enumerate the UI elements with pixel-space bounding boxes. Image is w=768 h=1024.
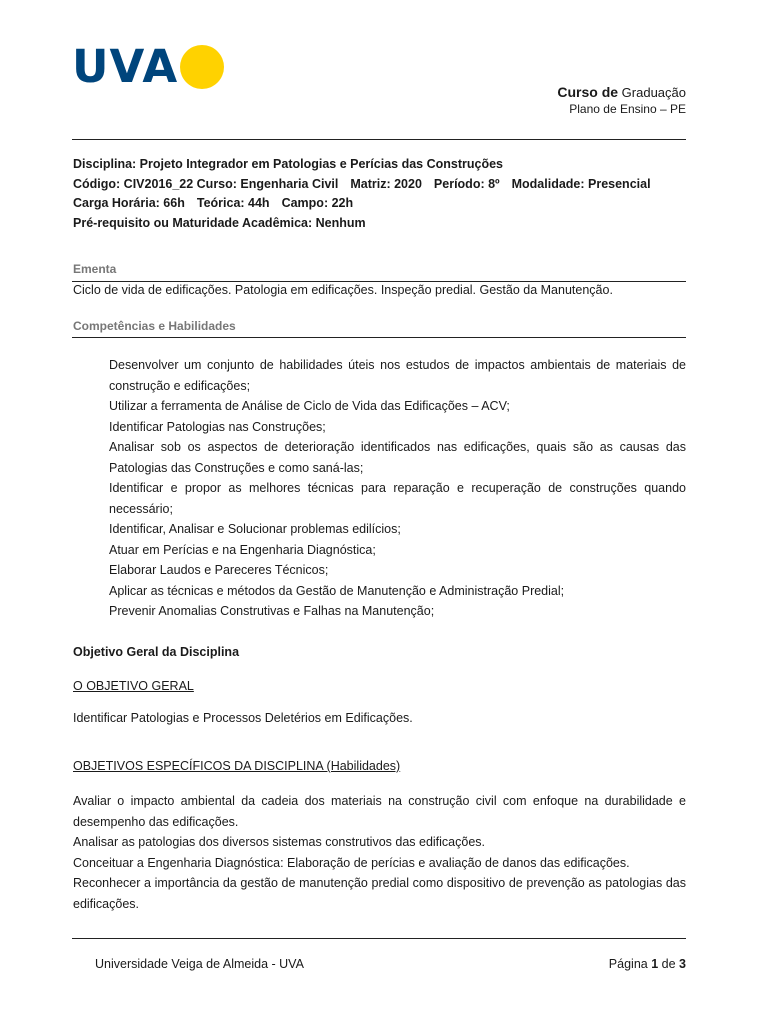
- list-item: Analisar sob os aspectos de deterioração identificados nas edificações, quais são as causas das Patologias das Construções e como saná-las;: [109, 440, 686, 475]
- ementa-text: Ciclo de vida de edificações. Patologia em edificações. Inspeção predial. Gestão da Manutenção.: [73, 283, 613, 297]
- list-item: Atuar em Perícias e na Engenharia Diagnóstica;: [109, 542, 376, 557]
- list-item: Prevenir Anomalias Construtivas e Falhas na Manutenção;: [109, 604, 435, 618]
- course-title-rest: Graduação: [621, 85, 686, 100]
- header-divider: [72, 139, 686, 140]
- matrix: Matriz: 2020: [350, 176, 422, 191]
- workload-field: Campo: 22h: [281, 196, 354, 210]
- list-item: Elaborar Laudos e Pareceres Técnicos;: [109, 563, 329, 577]
- code-line: [73, 175, 687, 195]
- footer-divider: [72, 938, 686, 939]
- list-item: Reconhecer a importância da gestão de manutenção predial como dispositivo de prevenção as patologias das edificações.: [73, 876, 686, 911]
- list-item: Identificar Patologias nas Construções;: [109, 419, 326, 434]
- list-item: Identificar e propor as melhores técnicas para reparação e recuperação de construções quando necessário;: [109, 481, 686, 516]
- uva-logo: [72, 40, 224, 93]
- workload-line: [73, 194, 687, 214]
- list-item: Desenvolver um conjunto de habilidades úteis nos estudos de impactos ambientais de materiais de construção e edificações;: [109, 358, 686, 393]
- competencias-title: Competências e Habilidades: [73, 319, 236, 333]
- logo-text: UVA: [72, 40, 179, 93]
- of-label: de: [661, 957, 676, 971]
- competencias-list: [109, 355, 686, 622]
- course-subtitle: Plano de Ensino – PE: [569, 102, 686, 116]
- course-header: [557, 84, 686, 116]
- page-label: Página: [608, 957, 648, 971]
- objetivo-subtitle: O OBJETIVO GERAL: [73, 679, 194, 693]
- list-item: Identificar, Analisar e Solucionar problemas edilícios;: [109, 522, 401, 536]
- workload-total: Carga Horária: 66h: [73, 196, 185, 210]
- especificos-list: [73, 791, 686, 914]
- competencias-divider: [72, 337, 686, 338]
- objetivo-title: Objetivo Geral da Disciplina: [73, 645, 240, 659]
- discipline-line: Disciplina: Projeto Integrador em Patologias e Perícias das Construções: [73, 157, 503, 171]
- list-item: Avaliar o impacto ambiental da cadeia dos materiais na construção civil com enfoque na durabilidade e desempenho das edificações.: [73, 794, 686, 829]
- objetivo-text: Identificar Patologias e Processos Deletérios em Edificações.: [73, 711, 413, 725]
- ementa-title: Ementa: [73, 262, 117, 276]
- total-pages: 3: [679, 957, 686, 971]
- page-number: [609, 957, 686, 971]
- current-page: 1: [651, 957, 659, 971]
- list-item: Analisar as patologias dos diversos sistemas construtivos das edificações.: [73, 835, 486, 849]
- list-item: Aplicar as técnicas e métodos da Gestão de Manutenção e Administração Predial;: [109, 583, 565, 598]
- course-title: [557, 84, 686, 100]
- discipline-info: [73, 155, 687, 233]
- code-course: Código: CIV2016_22 Curso: Engenharia Civil: [73, 176, 339, 191]
- logo-dot: [180, 45, 224, 89]
- footer-university: Universidade Veiga de Almeida - UVA: [95, 957, 304, 971]
- workload-theory: Teórica: 44h: [196, 196, 270, 210]
- prerequisite-line: Pré-requisito ou Maturidade Acadêmica: Nenhum: [73, 215, 366, 230]
- period: Período: 8º: [433, 176, 500, 191]
- modality: Modalidade: Presencial: [511, 176, 651, 191]
- list-item: Conceituar a Engenharia Diagnóstica: Elaboração de perícias e avaliação de danos das edificações.: [73, 855, 630, 870]
- list-item: Utilizar a ferramenta de Análise de Ciclo de Vida das Edificações – ACV;: [109, 399, 510, 413]
- especificos-title: OBJETIVOS ESPECÍFICOS DA DISCIPLINA (Habilidades): [73, 759, 401, 773]
- course-title-strong: Curso de: [557, 84, 619, 100]
